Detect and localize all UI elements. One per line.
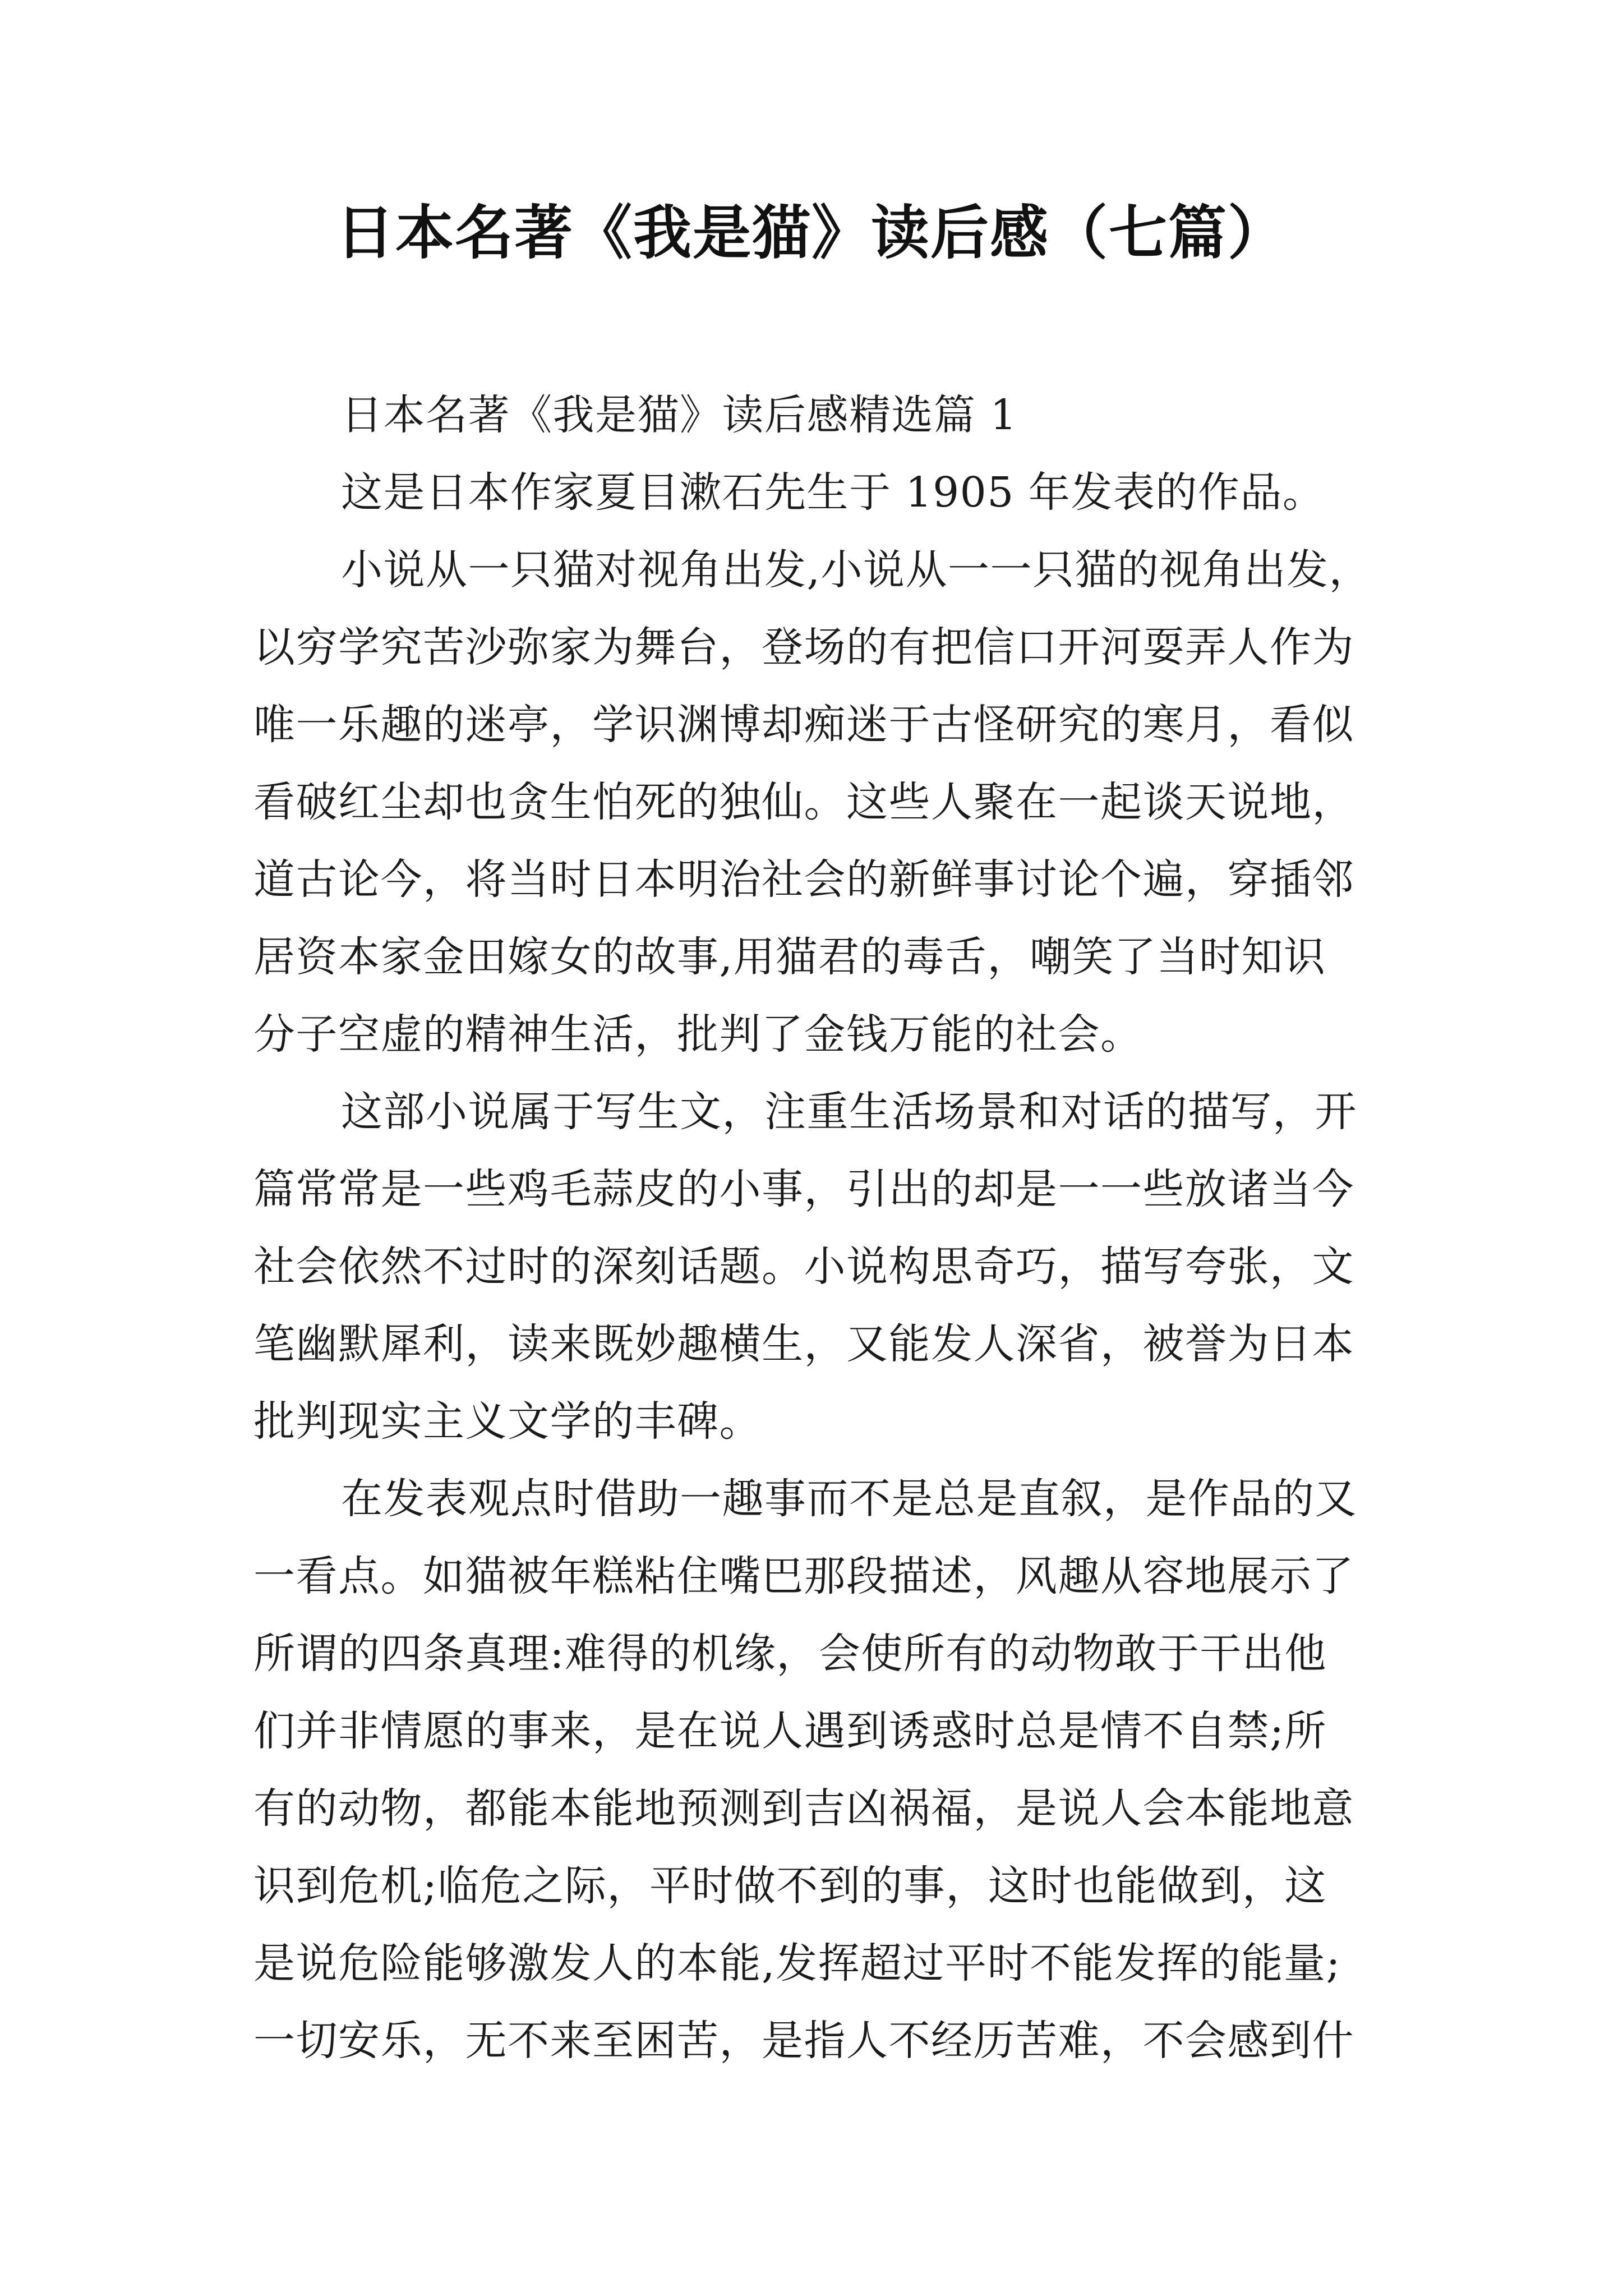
paragraph-line: 批判现实主义文学的丰碑。 — [253, 1397, 762, 1446]
paragraph-line: 以穷学究苦沙弥家为舞台，登场的有把信口开河耍弄人作为 — [253, 623, 1354, 671]
paragraph-line: 小说从一只猫对视角出发,小说从一一只猫的视角出发， — [341, 546, 1372, 594]
paragraph-line: 篇常常是一些鸡毛蒜皮的小事，引出的却是一一些放诸当今 — [253, 1165, 1354, 1213]
paragraph-line: 们并非情愿的事来，是在说人遇到诱惑时总是情不自禁;所 — [253, 1707, 1327, 1755]
paragraph-line: 分子空虚的精神生活，批判了金钱万能的社会。 — [253, 1010, 1143, 1059]
document-title: 日本名著《我是猫》读后感（七篇） — [335, 199, 1287, 267]
paragraph-line: 是说危险能够激发人的本能,发挥超过平时不能发挥的能量; — [253, 1939, 1341, 1987]
paragraph-line: 这部小说属于写生文，注重生活场景和对话的描写，开 — [341, 1088, 1357, 1136]
paragraph-line: 道古论今，将当时日本明治社会的新鲜事讨论个遍，穿插邻 — [253, 855, 1354, 904]
paragraph-line: 看破红尘却也贪生怕死的独仙。这些人聚在一起谈天说地， — [253, 778, 1354, 826]
paragraph-line: 在发表观点时借助一趣事而不是总是直叙，是作品的又 — [341, 1475, 1357, 1523]
paragraph-line: 所谓的四条真理:难得的机缘，会使所有的动物敢于干出他 — [253, 1630, 1327, 1678]
paragraph-line: 居资本家金田嫁女的故事,用猫君的毒舌，嘲笑了当时知识 — [253, 933, 1326, 981]
paragraph-line: 一切安乐，无不来至困苦，是指人不经历苦难，不会感到什 — [253, 2017, 1354, 2065]
paragraph-line: 一看点。如猫被年糕粘住嘴巴那段描述，风趣从容地展示了 — [253, 1552, 1354, 1600]
paragraph-line: 唯一乐趣的迷亭，学识渊博却痴迷于古怪研究的寒月，看似 — [253, 701, 1354, 749]
paragraph-line: 社会依然不过时的深刻话题。小说构思奇巧，描写夸张，文 — [253, 1243, 1354, 1291]
paragraph-line: 识到危机;临危之际，平时做不到的事，这时也能做到，这 — [253, 1862, 1327, 1910]
section-heading: 日本名著《我是猫》读后感精选篇 1 — [341, 391, 1018, 439]
paragraph-line: 笔幽默犀利，读来既妙趣横生，又能发人深省，被誉为日本 — [253, 1320, 1354, 1368]
paragraph-line: 有的动物，都能本能地预测到吉凶祸福，是说人会本能地意 — [253, 1784, 1354, 1833]
paragraph-line: 这是日本作家夏目漱石先生于 1905 年发表的作品。 — [341, 468, 1325, 517]
